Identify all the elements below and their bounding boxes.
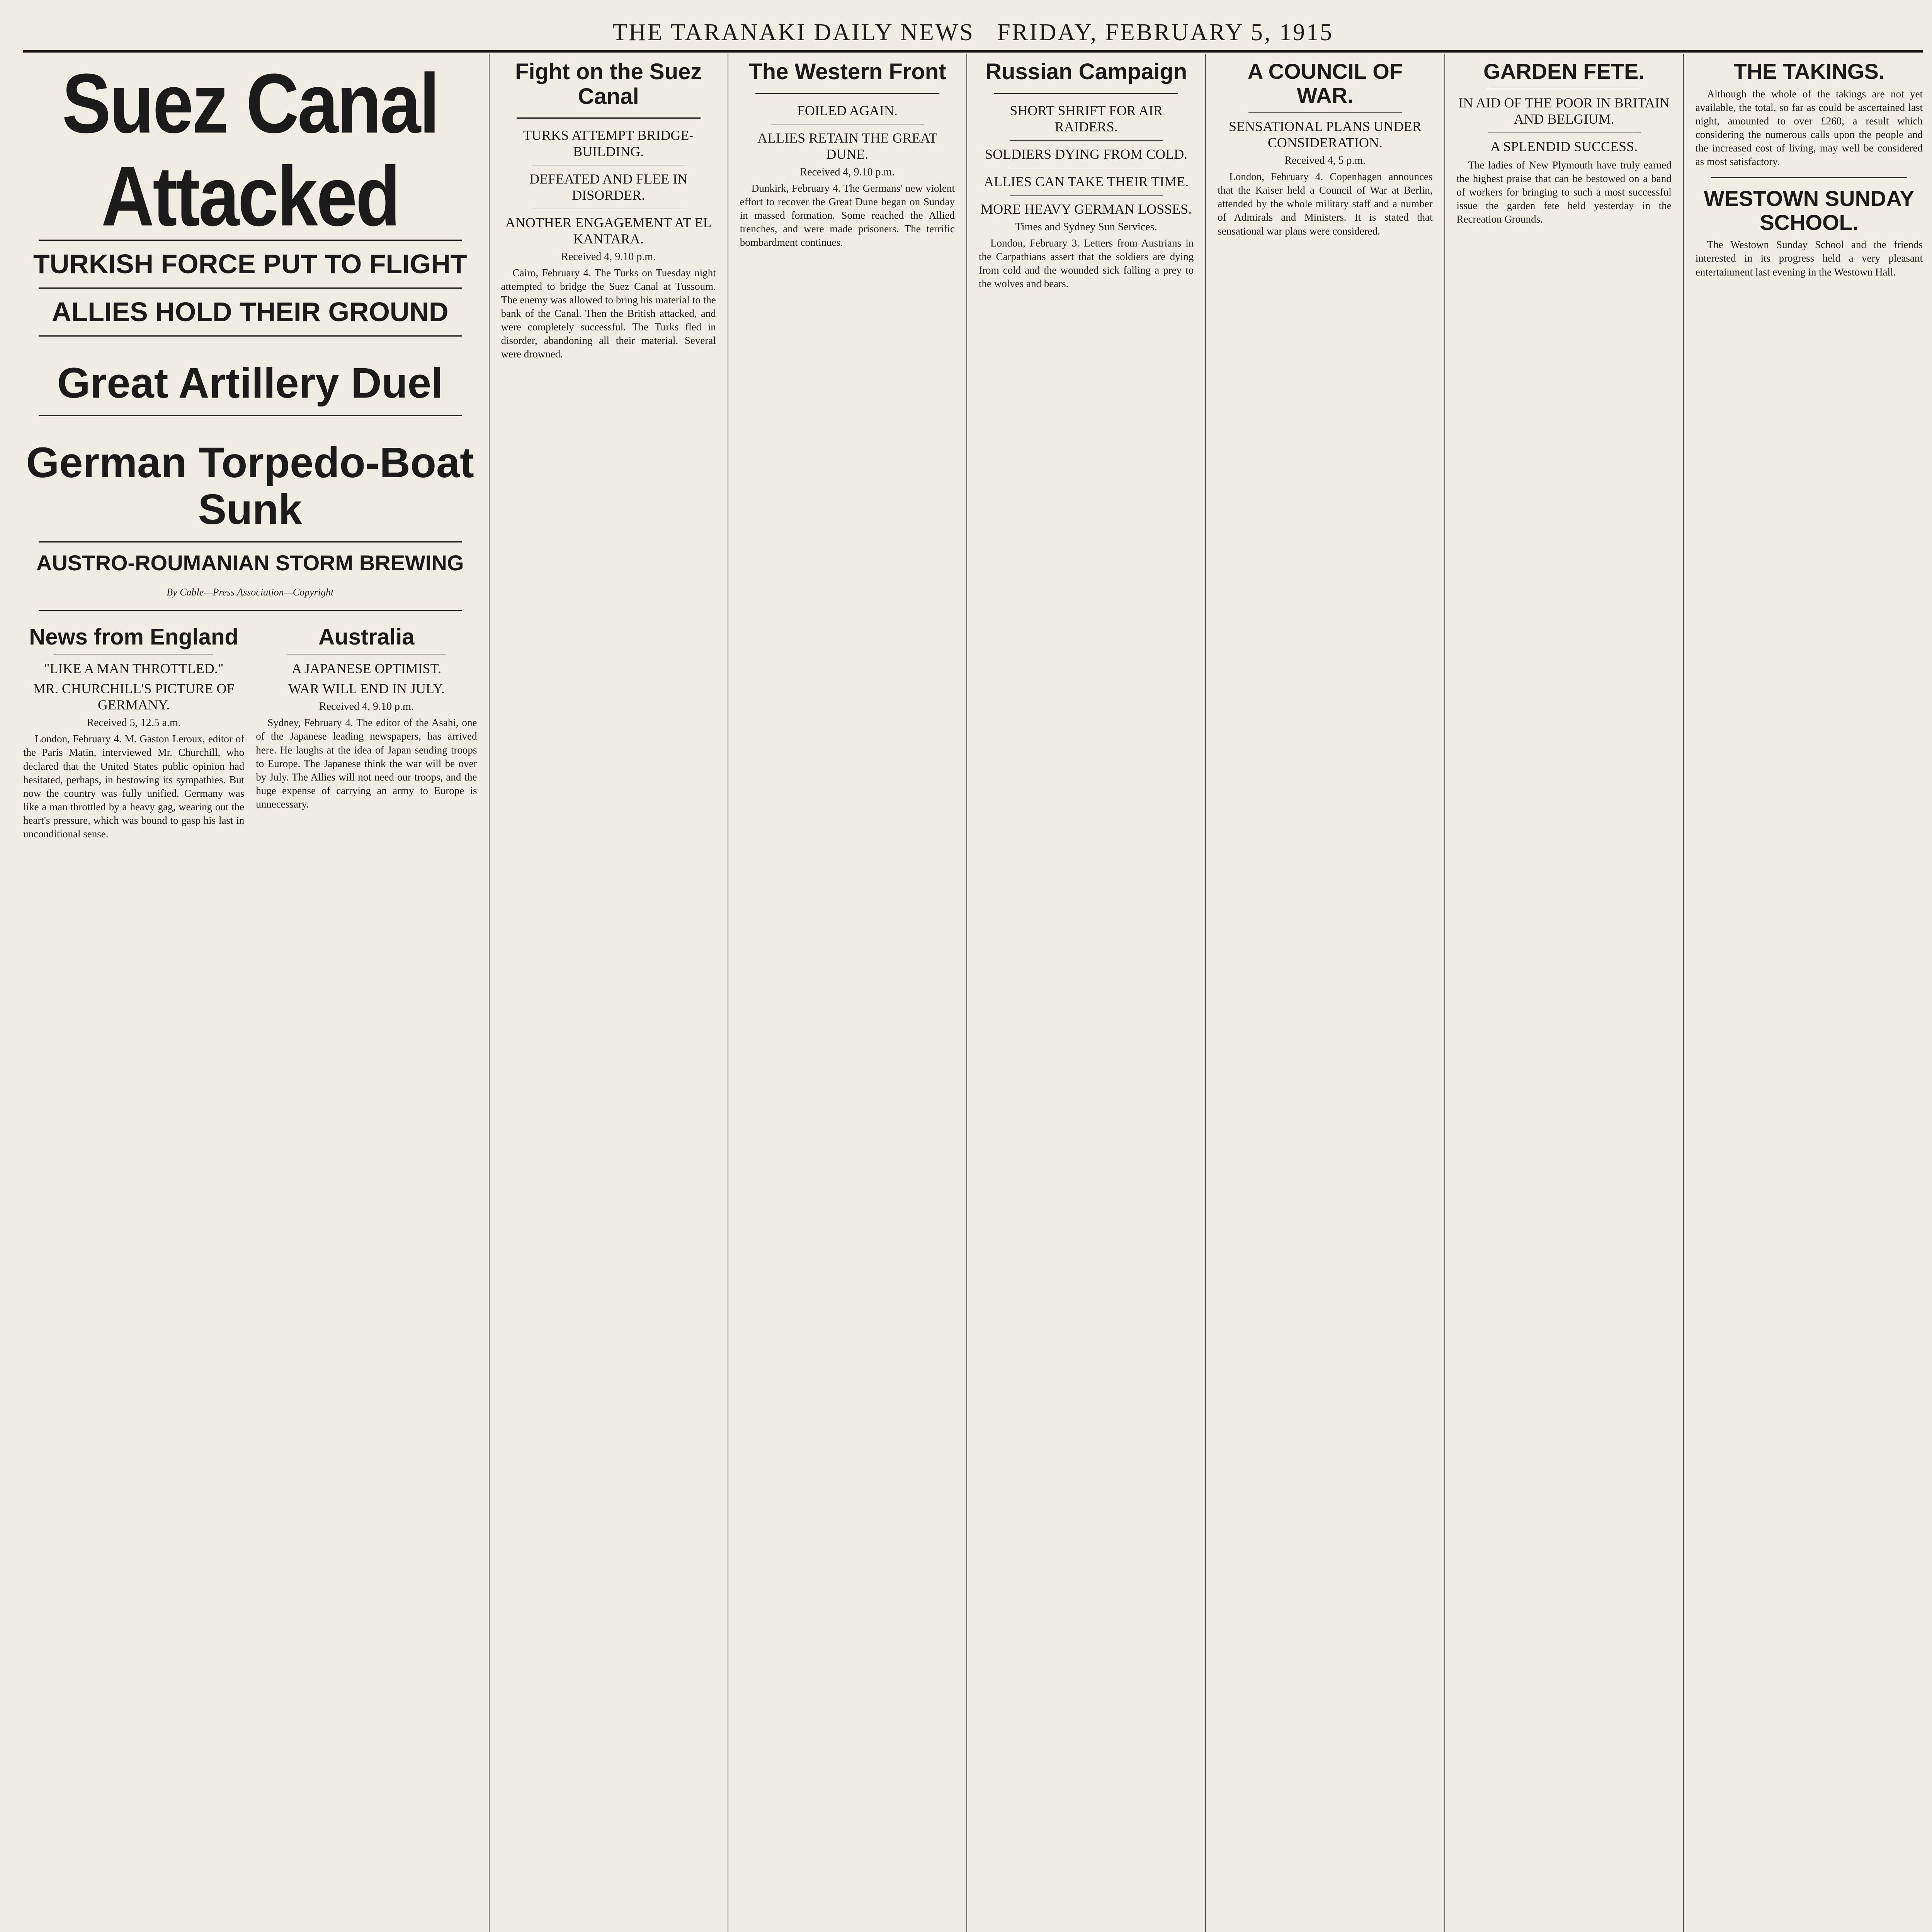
news-england-head: News from England: [29, 624, 238, 650]
suez-sub2: DEFEATED AND FLEE IN DISORDER.: [529, 171, 688, 203]
australia-dateline: Received 4, 9.10 p.m.: [319, 701, 414, 713]
russian-text: London, February 3. Letters from Austrians in the Carpathians assert that the soldiers are dying from cold and the wounded sick falling a prey to the wolves and bears.: [979, 237, 1194, 290]
australia-text: Sydney, February 4. The editor of the Asahi, one of the Japanese leading newspapers, has arrived here. He laughs at the idea of Japan sending troops to Europe. The Japanese think the war will be over by July. The Allies will not need our troops, and the huge expense of carrying an army to Europe is unnecessary.: [256, 717, 477, 810]
column-takings: [1696, 54, 1923, 1932]
australia-sub1: A JAPANESE OPTIMIST.: [291, 661, 441, 677]
issue-date: FRIDAY, FEBRUARY 5, 1915: [997, 19, 1333, 46]
news-england-sub1: "LIKE A MAN THROTTLED.": [44, 661, 224, 677]
westown-head: WESTOWN SUNDAY SCHOOL.: [1704, 186, 1915, 235]
russian-sub3: ALLIES CAN TAKE THEIR TIME.: [984, 173, 1189, 189]
columns: [23, 54, 1923, 1932]
headline-torpedo-boat: German Torpedo-Boat Sunk: [26, 439, 474, 533]
suez-sub1: TURKS ATTEMPT BRIDGE-BUILDING.: [523, 127, 694, 159]
column-main-headlines: [23, 54, 490, 1932]
russian-sub4: MORE HEAVY GERMAN LOSSES.: [981, 201, 1192, 217]
headline-suez-canal: Suez Canal Attacked: [62, 56, 439, 244]
westown-text: The Westown Sunday School and the friends interested in its progress held a very pleasant entertainment last evening in the Westown Hall.: [1695, 239, 1923, 278]
column-garden-fete: [1457, 54, 1684, 1932]
russian-dateline: Times and Sydney Sun Services.: [1015, 221, 1157, 233]
column-western-front: [740, 54, 967, 1932]
column-council: [1218, 54, 1445, 1932]
russian-sub1: SHORT SHRIFT FOR AIR RAIDERS.: [1010, 102, 1163, 134]
western-sub1: FOILED AGAIN.: [797, 102, 898, 118]
western-sub2: ALLIES RETAIN THE GREAT DUNE.: [757, 130, 937, 162]
russian-head: Russian Campaign: [985, 59, 1187, 84]
australia-sub2: WAR WILL END IN JULY.: [288, 681, 445, 697]
paper-name: THE TARANAKI DAILY NEWS: [612, 19, 975, 46]
masthead: [23, 15, 1923, 53]
headline-turkish-force: TURKISH FORCE PUT TO FLIGHT: [33, 249, 467, 279]
headline-artillery-duel: Great Artillery Duel: [57, 359, 443, 407]
takings-head: THE TAKINGS.: [1733, 59, 1885, 83]
news-england-dateline: Received 5, 12.5 a.m.: [87, 717, 181, 729]
news-england-text: London, February 4. M. Gaston Leroux, editor of the Paris Matin, interviewed Mr. Churchill, who declared that the United States public opinion had hesitated, perhaps, in bestowing its sympathies. But now the country was fully unified. Germany was like a man throttled by a heavy gag, wearing out the heart's pressure, which was bound to gasp his last in unconditional sense.: [23, 733, 245, 840]
garden-head: GARDEN FETE.: [1483, 59, 1645, 83]
australia-head: Australia: [318, 624, 415, 650]
suez-dateline: Received 4, 9.10 p.m.: [561, 250, 656, 263]
takings-text: Although the whole of the takings are not yet available, the total, so far as could be ascertained last night, amounted to over £260, a result which considering the numerous calls upon the people and the increased cost of living, may well be considered as most satisfactory.: [1695, 88, 1923, 168]
suez-text: Cairo, February 4. The Turks on Tuesday night attempted to bridge the Suez Canal at Tussoum. The enemy was allowed to bring his material to the bank of the Canal. Then the British attacked, and were completely successful. The Turks fled in disorder, abandoning all their material. Several were drowned.: [501, 267, 716, 360]
headline-austro-roumanian: AUSTRO-ROUMANIAN STORM BREWING: [36, 551, 464, 575]
suez-head: Fight on the Suez Canal: [515, 59, 702, 109]
council-head: A COUNCIL OF WAR.: [1247, 59, 1403, 107]
article-australia: [256, 619, 477, 844]
news-england-sub2: MR. CHURCHILL'S PICTURE OF GERMANY.: [33, 681, 235, 713]
column-suez: [501, 54, 728, 1932]
council-sub1: SENSATIONAL PLANS UNDER CONSIDERATION.: [1229, 119, 1422, 151]
suez-sub3: ANOTHER ENGAGEMENT AT EL KANTARA.: [505, 214, 712, 247]
western-text: Dunkirk, February 4. The Germans' new violent effort to recover the Great Dune began on Sunday in massed formation. Some reached the Allied trenches, and were made prisoners. The terrific bombardment continues.: [740, 182, 955, 248]
headline-allies-hold: ALLIES HOLD THEIR GROUND: [51, 297, 449, 327]
garden-sub1: IN AID OF THE POOR IN BRITAIN AND BELGIUM.: [1458, 95, 1670, 127]
article-news-england: [23, 619, 244, 844]
column-russian: [979, 54, 1206, 1932]
council-dateline: Received 4, 5 p.m.: [1284, 155, 1366, 167]
garden-sub2: A SPLENDID SUCCESS.: [1490, 138, 1638, 154]
western-dateline: Received 4, 9.10 p.m.: [800, 166, 895, 178]
byline: By Cable—Press Association—Copyright: [167, 586, 334, 598]
garden-text: The ladies of New Plymouth have truly earned the highest praise that can be bestowed on a band of workers for bringing to such a most successful issue the garden fete held yesterday in the Recreation Grounds.: [1456, 159, 1672, 225]
council-text: London, February 4. Copenhagen announces that the Kaiser held a Council of War at Berlin, attended by the whole military staff and a number of Admirals and Ministers. It is stated that sensational war plans were considered.: [1218, 171, 1433, 237]
western-head: The Western Front: [748, 59, 946, 84]
russian-sub2: SOLDIERS DYING FROM COLD.: [985, 146, 1188, 162]
